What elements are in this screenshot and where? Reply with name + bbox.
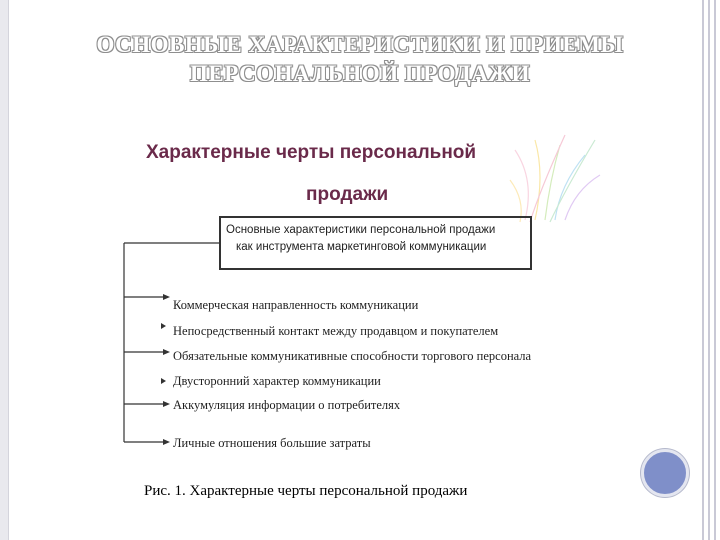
feature-item: Аккумуляция информации о потребителях — [173, 398, 401, 412]
slide-title-line-2: ПЕРСОНАЛЬНОЙ ПРОДАЖИ — [190, 61, 530, 86]
feature-item: Двусторонний характер коммуникации — [173, 374, 381, 388]
root-box-line-1: Основные характеристики персональной продажи — [226, 224, 496, 236]
diagram-heading-line-2: продажи — [306, 184, 389, 205]
arrow-head — [163, 439, 170, 445]
arrow-head — [163, 294, 170, 300]
feature-item: Непосредственный контакт между продавцом и покупателем — [173, 324, 499, 338]
feature-item: Коммерческая направленность коммуникации — [173, 298, 419, 312]
figure-caption: Рис. 1. Характерные черты персональной продажи — [144, 483, 468, 499]
arrow-head — [163, 401, 170, 407]
diagram-heading-line-1: Характерные черты персональной — [146, 142, 477, 163]
root-box-line-2: как инструмента маркетинговой коммуникации — [236, 241, 487, 253]
feature-item: Обязательные коммуникативные способности торгового персонала — [173, 349, 532, 363]
arrow-head — [163, 349, 170, 355]
arrow-head — [161, 323, 166, 329]
feature-item: Личные отношения большие затраты — [173, 436, 371, 450]
slide-title-line-1: ОСНОВНЫЕ ХАРАКТЕРИСТИКИ И ПРИЕМЫ — [96, 32, 624, 57]
arrow-head — [161, 378, 166, 384]
